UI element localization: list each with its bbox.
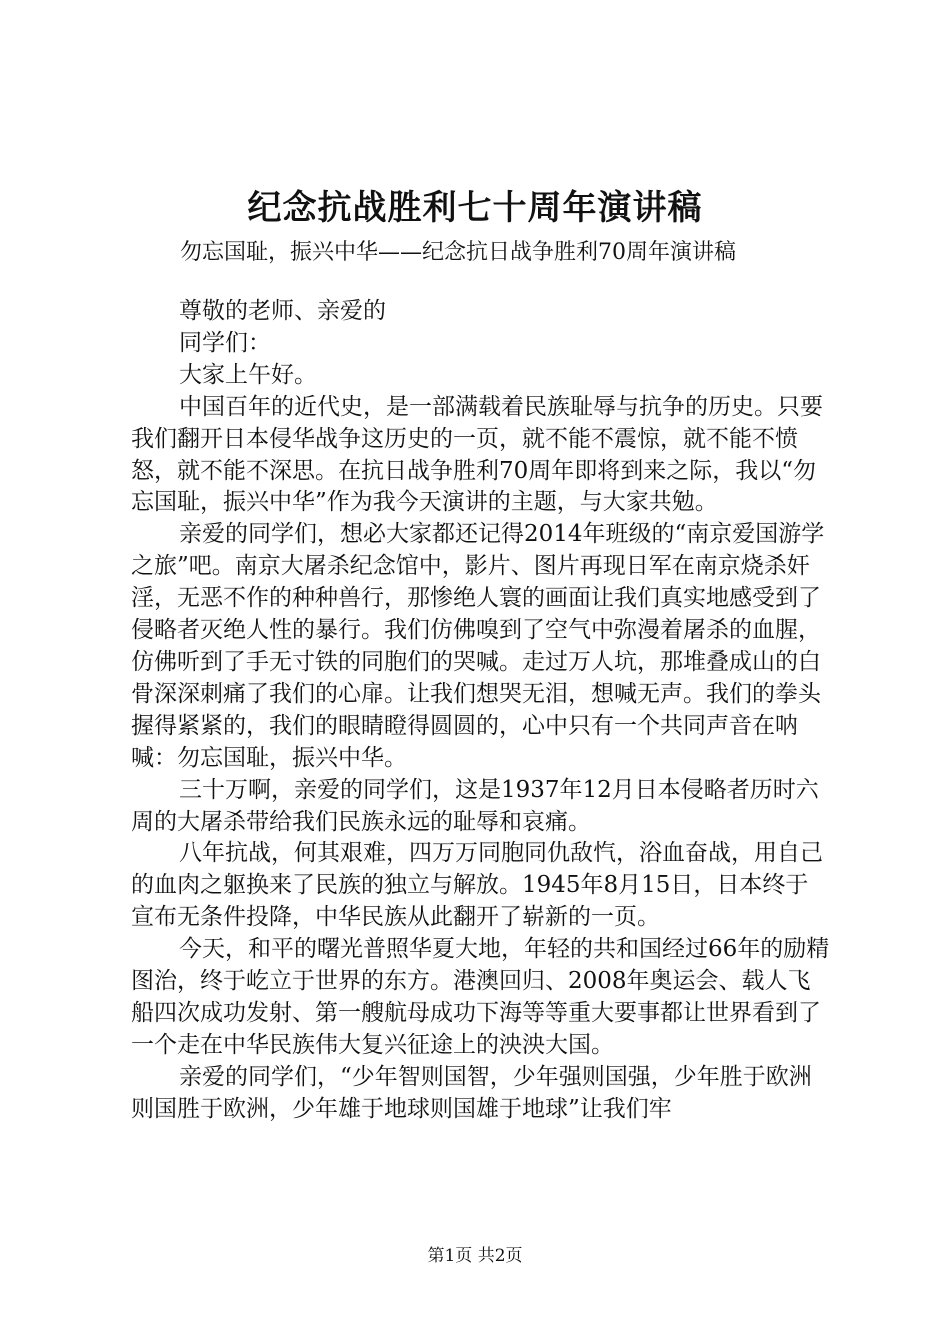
- document-subtitle: 勿忘国耻，振兴中华——纪念抗日战争胜利70周年演讲稿: [180, 240, 736, 265]
- greeting: 大家上午好。: [179, 361, 317, 388]
- document-body: [131, 296, 831, 1126]
- paragraph: 三十万啊，亲爱的同学们，这是1937年12月日本侵略者历时六周的大屠杀带给我们民族永远的耻辱和哀痛。: [131, 776, 819, 835]
- paragraph: 亲爱的同学们，“少年智则国智，少年强则国强，少年胜于欧洲则国胜于欧洲，少年雄于地球则国雄于地球”让我们牢: [131, 1063, 812, 1122]
- paragraph: 八年抗战，何其艰难，四万万同胞同仇敌忾，浴血奋战，用自己的血肉之躯换来了民族的独立与解放。1945年8月15日，日本终于宣布无条件投降，中华民族从此翻开了崭新的一页。: [131, 840, 823, 931]
- page-footer: 第1页 共2页: [427, 1246, 523, 1266]
- salutation-line-1: 尊敬的老师、亲爱的: [179, 298, 386, 324]
- paragraph: 今天，和平的曙光普照华夏大地，年轻的共和国经过66年的励精图治，终于屹立于世界的东方。港澳回归、2008年奥运会、载人飞船四次成功发射、第一艘航母成功下海等等重大要事都让世界看到了一个走在中华民族伟大复兴征途上的泱泱大国。: [131, 936, 830, 1058]
- document-title: 纪念抗战胜利七十周年演讲稿: [247, 188, 703, 228]
- paragraph: 亲爱的同学们，想必大家都还记得2014年班级的“南京爱国游学之旅”吧。南京大屠杀纪念馆中，影片、图片再现日军在南京烧杀奸淫，无恶不作的种种兽行，那惨绝人寰的画面让我们真实地感受到了侵略者灭绝人性的暴行。我们仿佛嗅到了空气中弥漫着屠杀的血腥，仿佛听到了手无寸铁的同胞们的哭喊。走过万人坑，那堆叠成山的白骨深深刺痛了我们的心扉。让我们想哭无泪，想喊无声。我们的拳头握得紧紧的，我们的眼睛瞪得圆圆的，心中只有一个共同声音在呐喊：勿忘国耻，振兴中华。: [131, 521, 825, 771]
- salutation-line-2: 同学们：: [179, 329, 271, 356]
- paragraph: 中国百年的近代史，是一部满载着民族耻辱与抗争的历史。只要我们翻开日本侵华战争这历史的一页，就不能不震惊，就不能不愤怒，就不能不深思。在抗日战争胜利70周年即将到来之际，我以“勿忘国耻，振兴中华”作为我今天演讲的主题，与大家共勉。: [131, 393, 823, 516]
